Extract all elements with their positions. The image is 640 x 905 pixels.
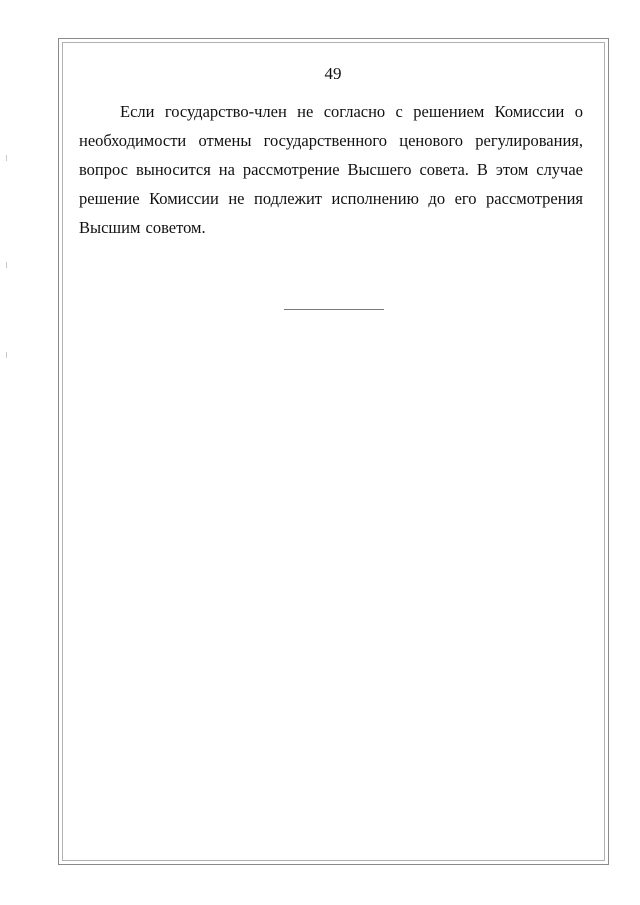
- scan-speck: [6, 262, 7, 268]
- page-number: 49: [324, 64, 342, 83]
- scan-speck: [6, 155, 7, 161]
- body-paragraph: Если государство-член не согласно с решением Комиссии о необходимости отмены государственного ценового регулирования, вопрос выносится на рассмотрение Высшего совета. В этом случае решение Комиссии не подлежит исполнению до его рассмотрения Высшим советом.: [79, 102, 583, 237]
- scan-speck: [6, 352, 7, 358]
- end-divider: [284, 309, 384, 310]
